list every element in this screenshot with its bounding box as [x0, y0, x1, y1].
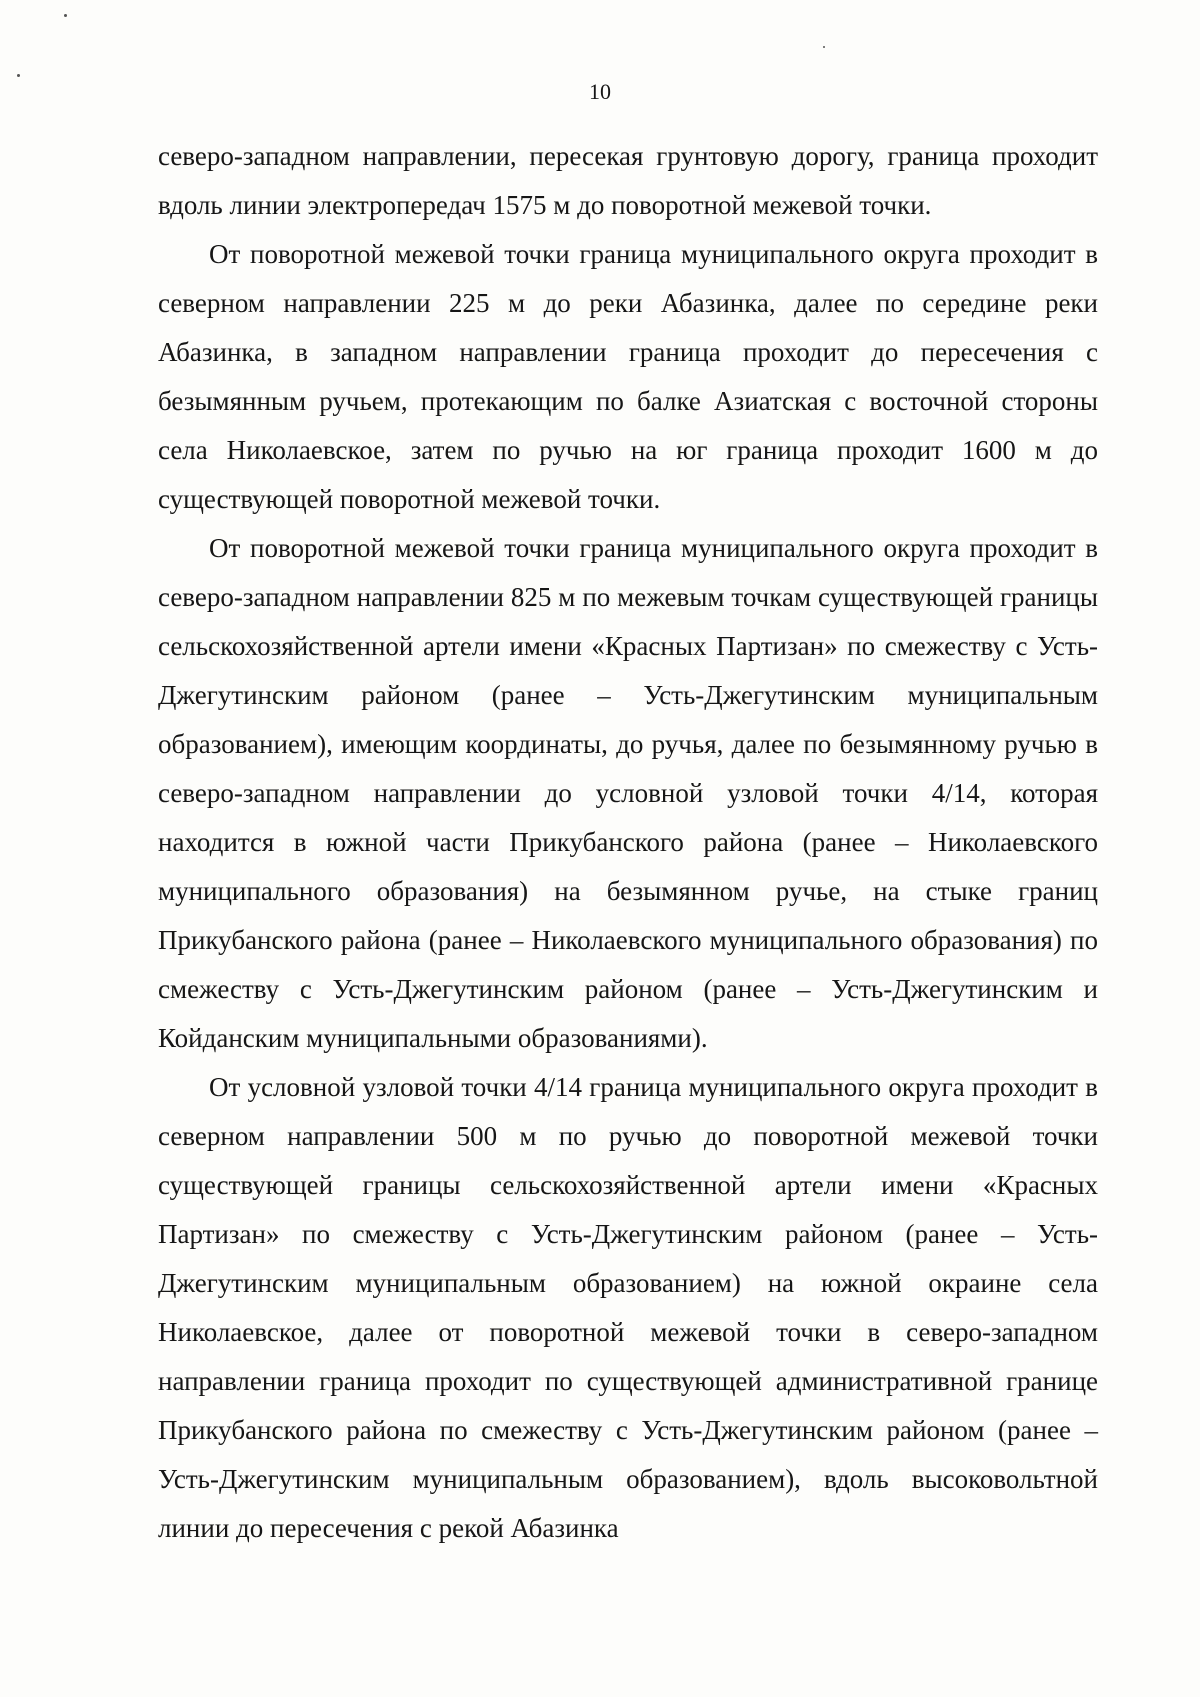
scan-speck: [17, 74, 20, 77]
page-number: 10: [589, 79, 611, 104]
paragraph-2: От поворотной межевой точки граница муниципального округа проходит в северном направлении 225 м до реки Абазинка, далее по середине реки Абазинка, в западном направлении граница проходит до пересечения с безымянным ручьем, протекающим по балке Азиатская с восточной стороны села Николаевское, затем по ручью на юг граница проходит 1600 м до существующей поворотной межевой точки.: [158, 239, 1098, 514]
paragraph-3: От поворотной межевой точки граница муниципального округа проходит в северо-западном направлении 825 м по межевым точкам существующей границы сельскохозяйственной артели имени «Красных Партизан» по смежеству с Усть-Джегутинским районом (ранее – Усть-Джегутинским муниципальным образованием), имеющим координаты, до ручья, далее по безымянному ручью в северо-западном направлении до условной узловой точки 4/14, которая находится в южной части Прикубанского района (ранее – Николаевского муниципального образования) на безымянном ручье, на стыке границ Прикубанского района (ранее – Николаевского муниципального образования) по смежеству с Усть-Джегутинским районом (ранее – Усть-Джегутинским и Койданским муниципальными образованиями).: [158, 533, 1098, 1053]
scan-speck: [823, 46, 825, 48]
scan-speck: [64, 14, 67, 17]
paragraph-4: От условной узловой точки 4/14 граница муниципального округа проходит в северном направлении 500 м по ручью до поворотной межевой точки существующей границы сельскохозяйственной артели имени «Красных Партизан» по смежеству с Усть-Джегутинским районом (ранее – Усть-Джегутинским муниципальным образованием) на южной окраине села Николаевское, далее от поворотной межевой точки в северо-западном направлении граница проходит по существующей административной границе Прикубанского района по смежеству с Усть-Джегутинским районом (ранее – Усть-Джегутинским муниципальным образованием), вдоль высоковольтной линии до пересечения с рекой Абазинка: [158, 1072, 1098, 1543]
paragraph-1: северо-западном направлении, пересекая грунтовую дорогу, граница проходит вдоль линии электропередач 1575 м до поворотной межевой точки.: [158, 141, 1098, 220]
document-body: [158, 132, 1098, 1553]
